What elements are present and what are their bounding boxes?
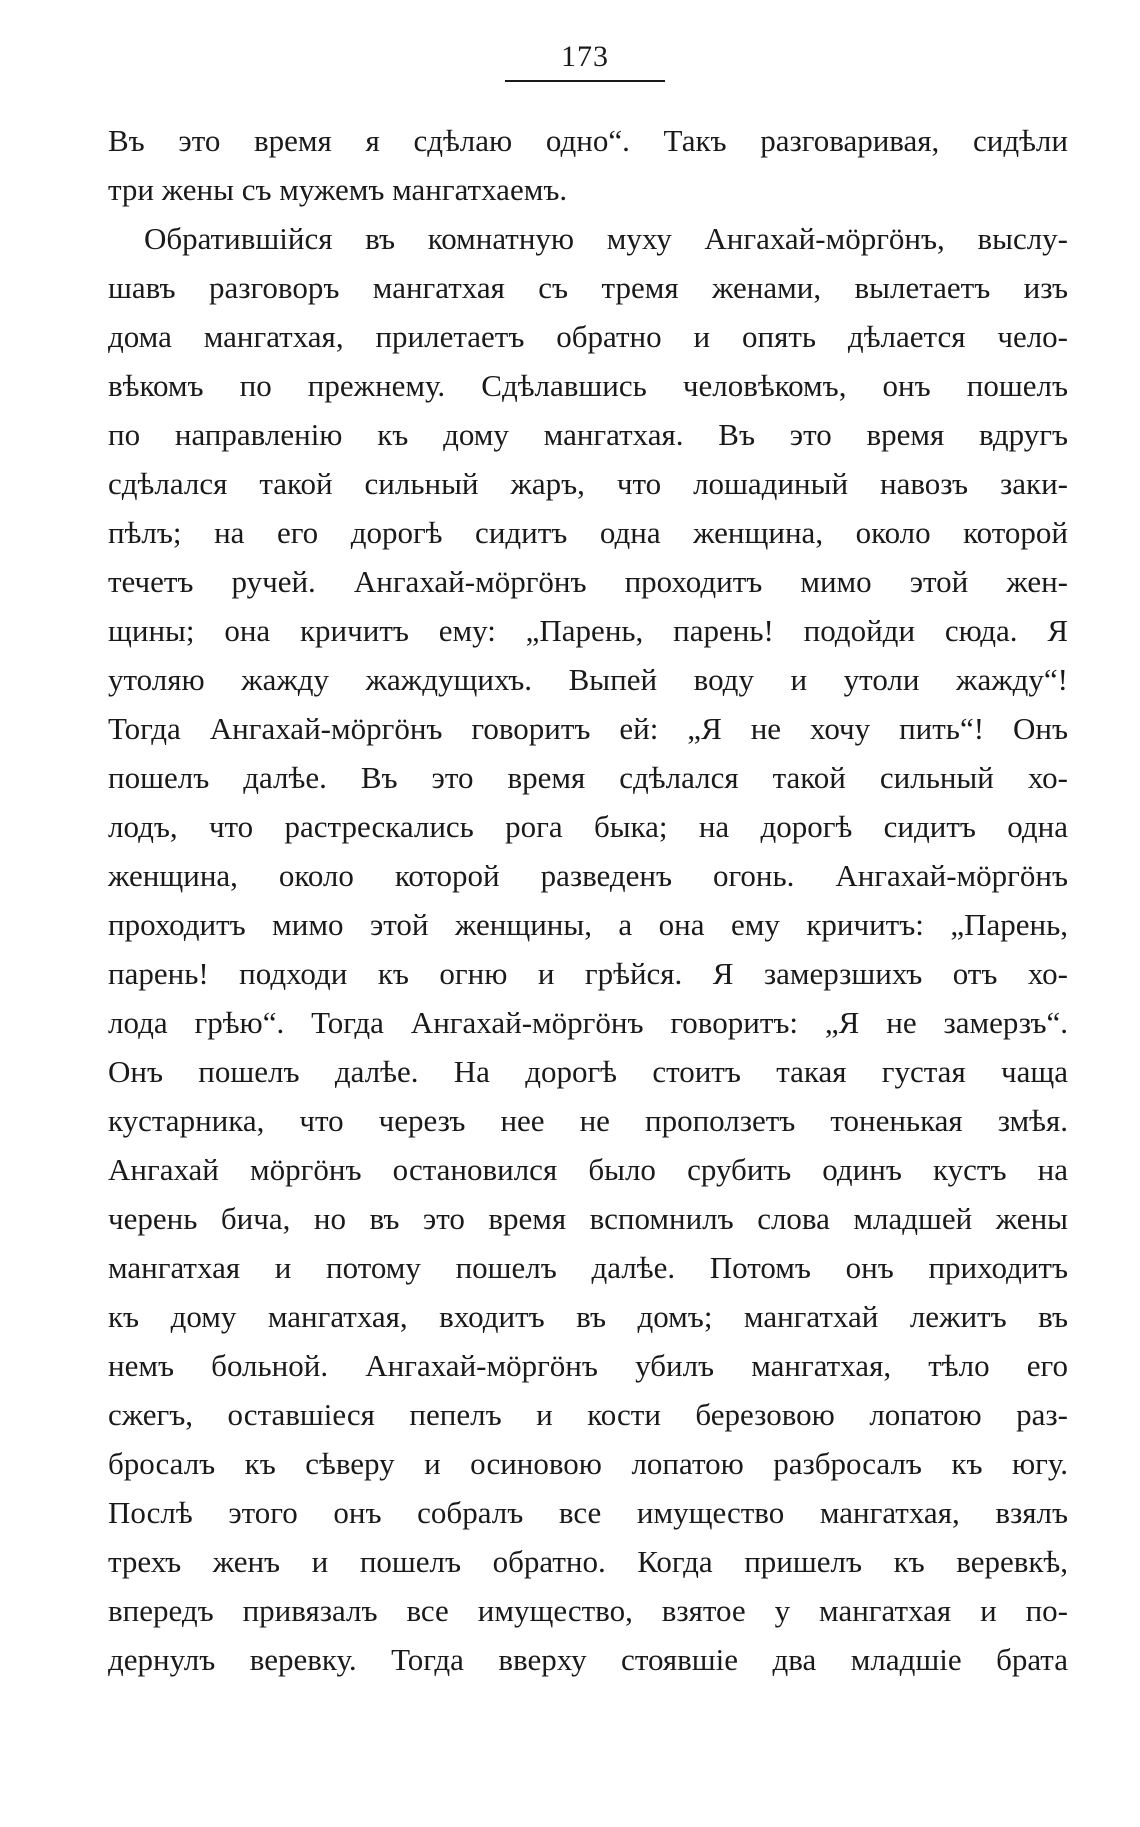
text-line: течетъ ручей. Ангахай-мöргöнъ проходитъ мимо этой жен-: [108, 564, 1068, 599]
text-line: Ангахай мöргöнъ остановился было срубить одинъ кустъ на: [108, 1152, 1068, 1187]
text-line: пошелъ далѣе. Въ это время сдѣлался такой сильный хо-: [108, 760, 1068, 795]
text-line: шавъ разговоръ мангатхая съ тремя женами, вылетаетъ изъ: [108, 270, 1068, 305]
text-line: вѣкомъ по прежнему. Сдѣлавшись человѣкомъ, онъ пошелъ: [108, 368, 1068, 403]
text-line: мангатхая и потому пошелъ далѣе. Потомъ онъ приходитъ: [108, 1250, 1068, 1285]
text-line: Послѣ этого онъ собралъ все имущество мангатхая, взялъ: [108, 1495, 1068, 1530]
text-line: сжегъ, оставшіеся пепелъ и кости березовою лопатою раз-: [108, 1397, 1068, 1432]
text-line: пѣлъ; на его дорогѣ сидитъ одна женщина, около которой: [108, 515, 1068, 550]
text-line: немъ больной. Ангахай-мöргöнъ убилъ мангатхая, тѣло его: [108, 1348, 1068, 1383]
page-number: 173: [561, 40, 609, 73]
text-line: проходитъ мимо этой женщины, а она ему кричитъ: „Парень,: [108, 907, 1068, 942]
text-line: утоляю жажду жаждущихъ. Выпей воду и утоли жажду“!: [108, 662, 1068, 697]
text-line: лода грѣю“. Тогда Ангахай-мöргöнъ говоритъ: „Я не замерзъ“.: [108, 1005, 1068, 1040]
text-line: Въ это время я сдѣлаю одно“. Такъ разговаривая, сидѣли: [108, 123, 1068, 158]
text-line: три жены съ мужемъ мангатхаемъ.: [108, 172, 568, 207]
text-line: парень! подходи къ огню и грѣйся. Я замерзшихъ отъ хо-: [108, 956, 1068, 991]
text-line: впередъ привязалъ все имущество, взятое у мангатхая и по-: [108, 1593, 1068, 1628]
text-line: дернулъ веревку. Тогда вверху стоявшіе два младшіе брата: [108, 1642, 1068, 1677]
text-line: дома мангатхая, прилетаетъ обратно и опять дѣлается чело-: [108, 319, 1068, 354]
text-line: кустарника, что черезъ нее не проползетъ тоненькая змѣя.: [108, 1103, 1068, 1138]
text-line: черень бича, но въ это время вспомнилъ слова младшей жены: [108, 1201, 1068, 1236]
body-text: [108, 116, 1068, 1684]
text-line: Обратившійся въ комнатную муху Ангахай-мöргöнъ, выслу-: [144, 221, 1068, 256]
text-line: лодъ, что растрескались рога быка; на дорогѣ сидитъ одна: [108, 809, 1068, 844]
text-line: щины; она кричитъ ему: „Парень, парень! подойди сюда. Я: [108, 613, 1068, 648]
text-line: къ дому мангатхая, входитъ въ домъ; мангатхай лежитъ въ: [108, 1299, 1068, 1334]
text-line: бросалъ къ сѣверу и осиновою лопатою разбросалъ къ югу.: [108, 1446, 1068, 1481]
text-line: Онъ пошелъ далѣе. На дорогѣ стоитъ такая густая чаща: [108, 1054, 1068, 1089]
text-line: женщина, около которой разведенъ огонь. Ангахай-мöргöнъ: [108, 858, 1068, 893]
text-line: по направленію къ дому мангатхая. Въ это время вдругъ: [108, 417, 1068, 452]
page-number-rule: [505, 80, 665, 82]
text-line: Тогда Ангахай-мöргöнъ говоритъ ей: „Я не хочу пить“! Онъ: [108, 711, 1068, 746]
text-line: сдѣлался такой сильный жаръ, что лошадиный навозъ заки-: [108, 466, 1068, 501]
text-line: трехъ женъ и пошелъ обратно. Когда пришелъ къ веревкѣ,: [108, 1544, 1068, 1579]
